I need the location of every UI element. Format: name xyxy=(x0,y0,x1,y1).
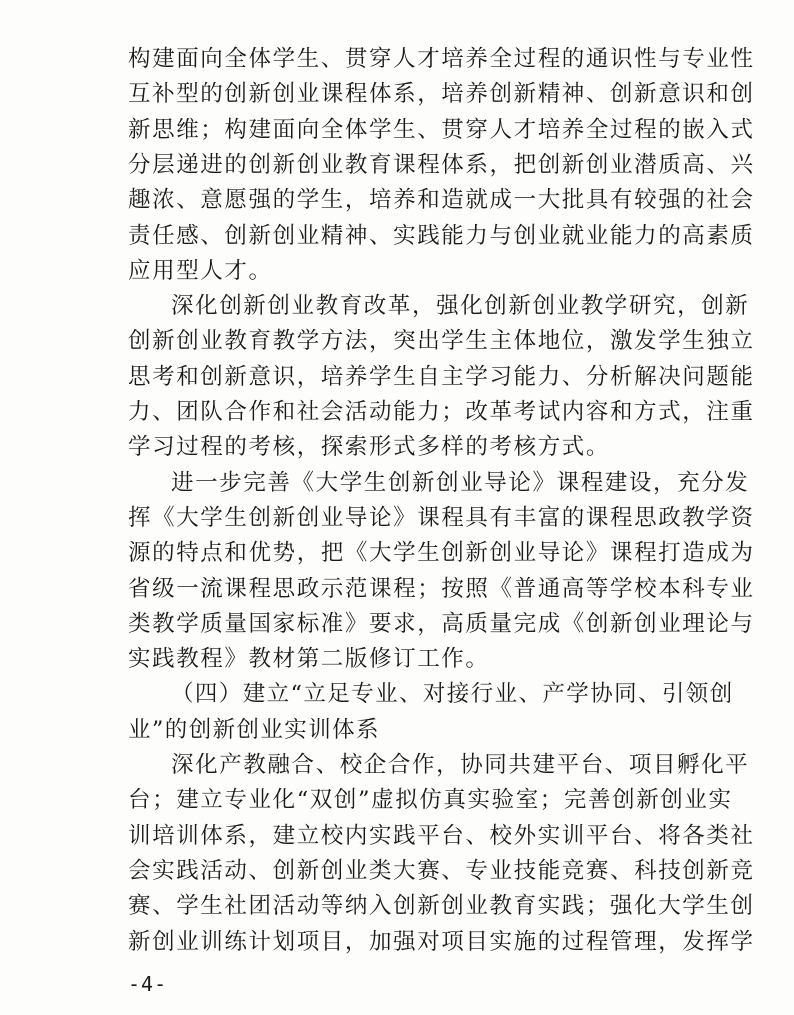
text-line: 深化创新创业教育改革，强化创新创业教学研究，创新 xyxy=(171,293,750,320)
section-heading-line: （四）建立“立足专业、对接行业、产学协同、引领创 xyxy=(171,681,734,708)
page-number: -4- xyxy=(128,972,168,996)
text-line: 新思维；构建面向全体学生、贯穿人才培养全过程的嵌入式 xyxy=(128,116,755,143)
text-line: 力、团队合作和社会活动能力；改革考试内容和方式，注重 xyxy=(128,399,755,425)
text-line: 新创业训练计划项目，加强对项目实施的过程管理，发挥学 xyxy=(128,928,755,955)
text-line: 类教学质量国家标准》要求，高质量完成《创新创业理论与 xyxy=(128,610,755,637)
text-line: 分层递进的创新创业教育课程体系，把创新创业潜质高、兴 xyxy=(128,151,755,178)
text-line: 源的特点和优势，把《大学生创新创业导论》课程打造成为 xyxy=(128,540,755,567)
text-line: 台；建立专业化“双创”虚拟仿真实验室；完善创新创业实 xyxy=(128,787,733,814)
text-line: 互补型的创新创业课程体系，培养创新精神、创新意识和创 xyxy=(128,81,755,108)
text-line: 省级一流课程思政示范课程；按照《普通高等学校本科专业 xyxy=(128,575,755,602)
text-line: 深化产教融合、校企合作，协同共建平台、项目孵化平 xyxy=(171,752,750,778)
text-line: 实践教程》教材第二版修订工作。 xyxy=(128,646,490,673)
text-line: 赛、学生社团活动等纳入创新创业教育实践；强化大学生创 xyxy=(128,893,755,920)
text-line: 创新创业教育教学方法，突出学生主体地位，激发学生独立 xyxy=(128,328,755,355)
text-line: 责任感、创新创业精神、实践能力与创业就业能力的高素质 xyxy=(128,222,755,249)
text-line: 挥《大学生创新创业导论》课程具有丰富的课程思政教学资 xyxy=(128,504,755,531)
text-line: 应用型人才。 xyxy=(128,257,273,284)
text-line: 会实践活动、创新创业类大赛、专业技能竞赛、科技创新竞 xyxy=(128,857,755,884)
text-line: 构建面向全体学生、贯穿人才培养全过程的通识性与专业性 xyxy=(128,46,755,72)
text-line: 进一步完善《大学生创新创业导论》课程建设，充分发 xyxy=(171,469,750,496)
text-line: 学习过程的考核，探索形式多样的考核方式。 xyxy=(128,434,611,461)
text-line: 趣浓、意愿强的学生，培养和造就成一大批具有较强的社会 xyxy=(128,187,755,214)
text-line: 训培训体系，建立校内实践平台、校外实训平台、将各类社 xyxy=(128,822,755,849)
section-heading-line: 业”的创新创业实训体系 xyxy=(128,716,380,743)
text-line: 思考和创新意识，培养学生自主学习能力、分析解决问题能 xyxy=(128,363,755,390)
